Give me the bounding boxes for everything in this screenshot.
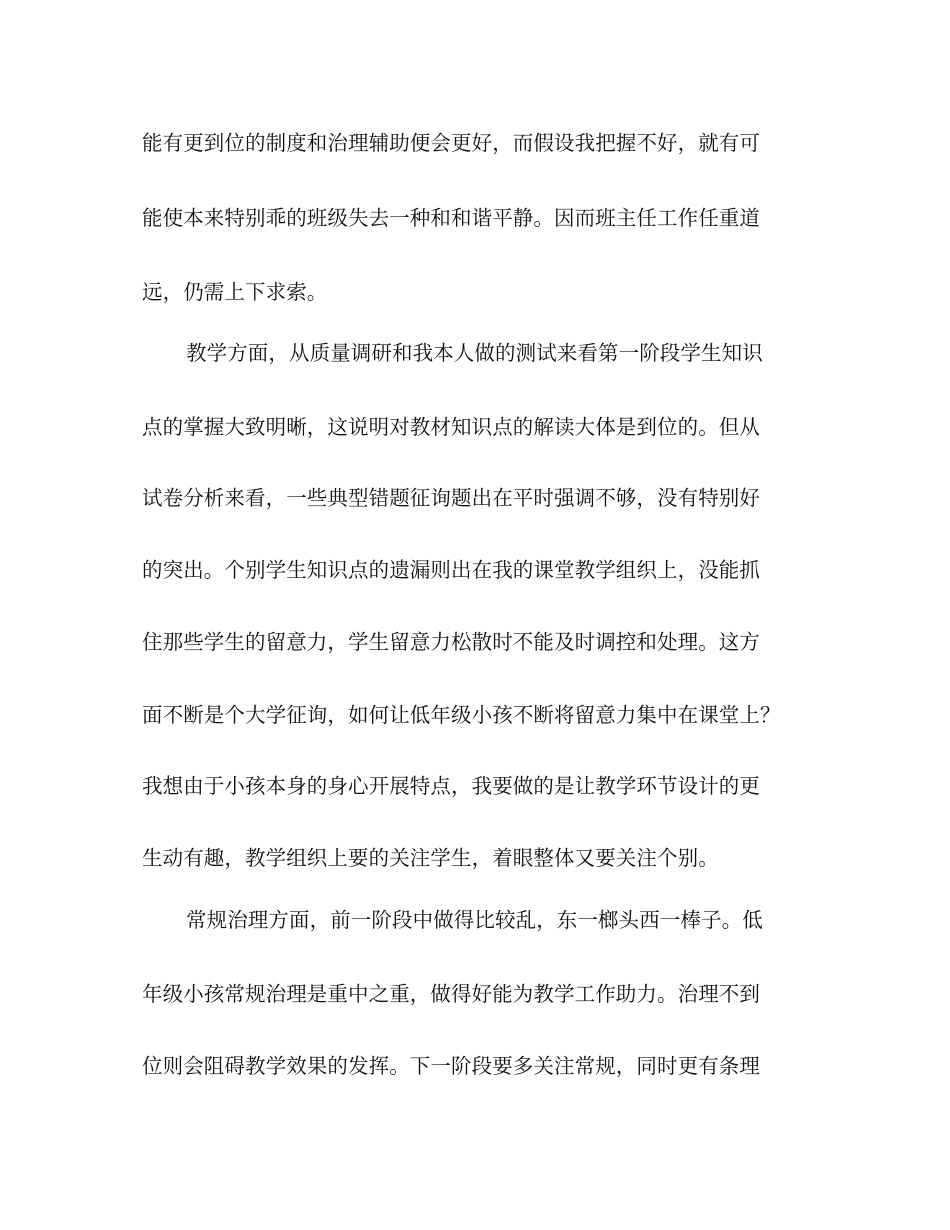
text-line: 远，仍需上下求索。 [142, 280, 328, 304]
text-line: 试卷分析来看，一些典型错题征询题出在平时强调不够，没有特别好 [142, 486, 760, 510]
text-line: 能使本来特别乖的班级失去一种和和谐平静。因而班主任工作任重道 [142, 206, 760, 230]
paragraph-start-line: 教学方面，从质量调研和我本人做的测试来看第一阶段学生知识 [186, 341, 763, 365]
text-line: 住那些学生的留意力，学生留意力松散时不能及时调控和处理。这方 [142, 630, 760, 654]
text-line: 位则会阻碍教学效果的发挥。下一阶段要多关注常规，同时更有条理 [142, 1054, 760, 1078]
paragraph-start-line: 常规治理方面，前一阶段中做得比较乱，东一榔头西一棒子。低 [186, 908, 763, 932]
text-line: 面不断是个大学征询，如何让低年级小孩不断将留意力集中在课堂上？ [142, 703, 781, 727]
text-line: 我想由于小孩本身的身心开展特点，我要做的是让教学环节设计的更 [142, 774, 760, 798]
text-line: 生动有趣，教学组织上要的关注学生，着眼整体又要关注个别。 [142, 846, 719, 870]
text-line: 能有更到位的制度和治理辅助便会更好，而假设我把握不好，就有可 [142, 131, 760, 155]
text-line: 点的掌握大致明晰，这说明对教材知识点的解读大体是到位的。但从 [142, 415, 760, 439]
text-line: 的突出。个别学生知识点的遗漏则出在我的课堂教学组织上，没能抓 [142, 558, 760, 582]
text-line: 年级小孩常规治理是重中之重，做得好能为教学工作助力。治理不到 [142, 982, 760, 1006]
